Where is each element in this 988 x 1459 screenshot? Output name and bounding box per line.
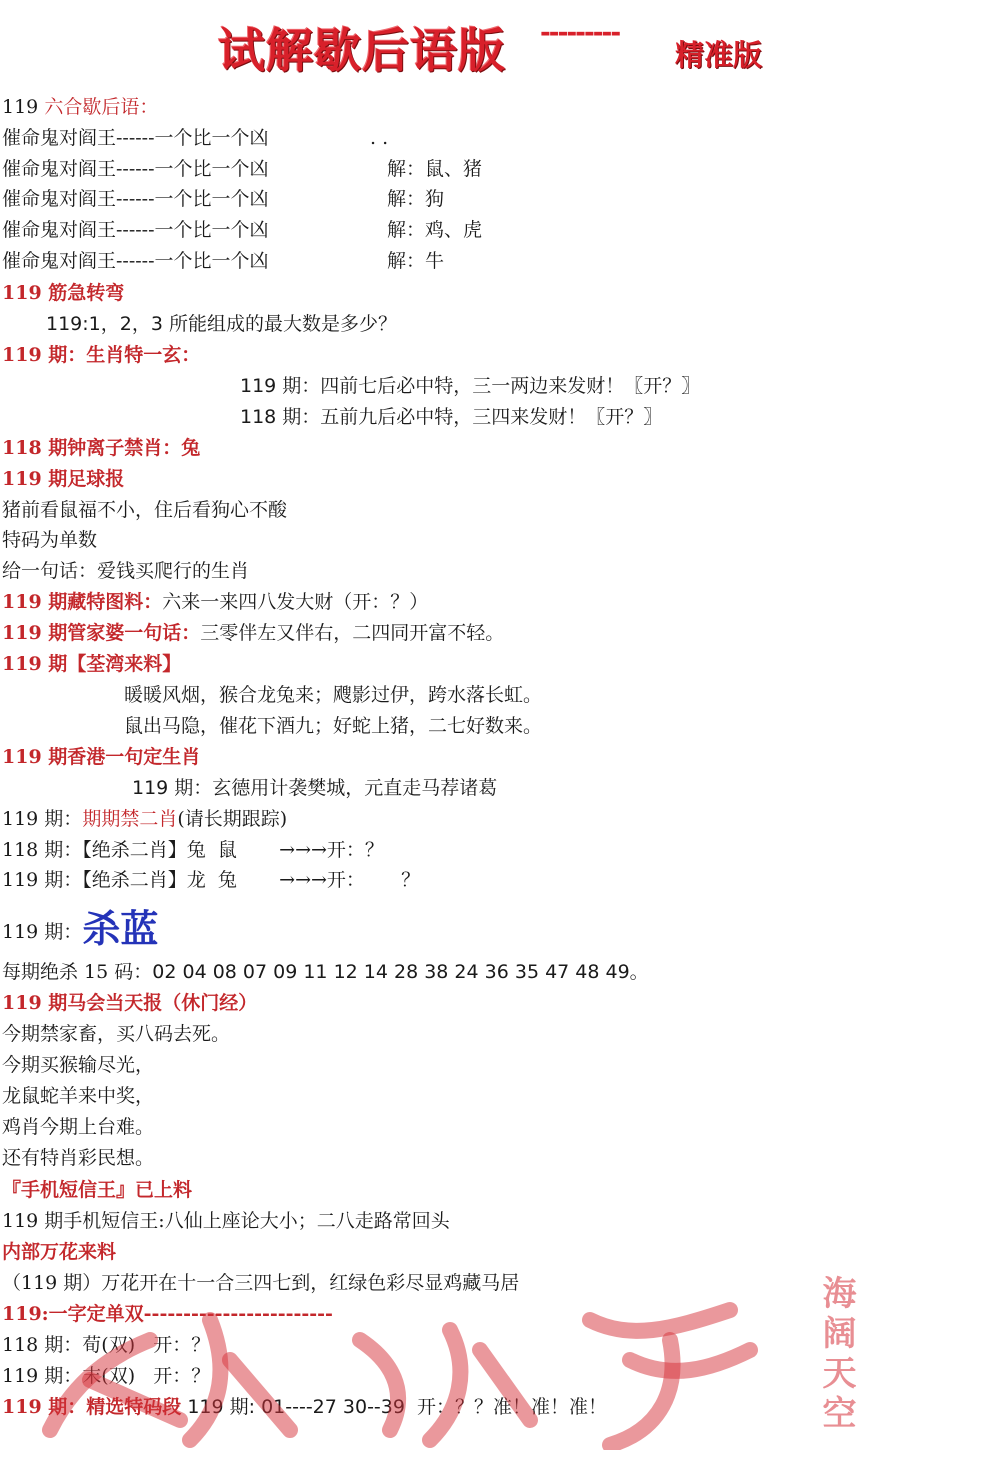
football-line: 特码为单数 (2, 529, 98, 551)
section-wanhua-heading: 内部万花来料 (2, 1241, 117, 1263)
section-zhongli-heading: 118 期钟离子禁肖：兔 (2, 437, 201, 459)
riddle-line (2, 215, 483, 245)
football-line: 给一句话：爱钱买爬行的生肖 (2, 560, 250, 582)
riddle-line (2, 184, 445, 214)
section-title: 六合歇后语： (44, 96, 159, 118)
jockey-line: 鸡肖今期上台难。 (2, 1116, 155, 1138)
page-title-block (0, 0, 988, 90)
jockey-line: 龙鼠蛇羊来中奖， (2, 1085, 155, 1107)
zodiac-line-119: 119 期：四前七后必中特，三一两边来发财！〖开？〗 (240, 375, 701, 397)
section-title: 119 期：精选特码段 (2, 1396, 182, 1418)
section-tsuenwan-heading: 119 期【荃湾来料】 (2, 653, 182, 675)
riddle-text: 催命鬼对阎王------一个比一个凶 (2, 219, 269, 241)
riddle-line (2, 246, 445, 276)
page-title: 试解歇后语版 (218, 24, 506, 79)
riddle-text: 催命鬼对阎王------一个比一个凶 (2, 158, 269, 180)
section-kill-color (2, 906, 158, 952)
kill-color-text: 杀蓝 (82, 907, 159, 951)
section-hk-heading: 119 期香港一句定生肖 (2, 746, 201, 768)
issue-prefix: 119 期： (2, 808, 83, 830)
section-jockey-heading: 119 期马会当天报（休门经） (2, 992, 258, 1014)
issue-prefix: 119 期： (2, 921, 83, 943)
watermark-side-text: 海阔天空 (816, 1275, 856, 1435)
section-hidden-pic (2, 587, 428, 617)
riddle-text: 催命鬼对阎王------一个比一个凶 (2, 188, 269, 210)
title-dash: --------- (540, 18, 620, 48)
odd-even-line-118: 118 期：荀(双) 开：？ (2, 1334, 211, 1356)
football-line: 猪前看鼠福不小，住后看狗心不酸 (2, 499, 288, 521)
ban-two-line-118: 118 期：【绝杀二肖】兔 鼠 →→→开：？ (2, 839, 384, 861)
section-note: (请长期跟踪) (177, 808, 288, 830)
riddle-line (2, 123, 389, 153)
jockey-line: 还有特肖彩民想。 (2, 1147, 155, 1169)
sms-line: 119 期手机短信王:八仙上座论大小；二八走路常回头 (2, 1210, 450, 1232)
section-text: 六来一来四八发大财（开：？） (162, 591, 429, 613)
section-title: 119 期管家婆一句话： (2, 622, 201, 644)
riddle-answer: 解：鼠、猪 (387, 158, 483, 180)
riddle-answer: 解：狗 (387, 188, 445, 210)
section-odd-even-heading: 119:一字定单双------------------------ (2, 1303, 333, 1325)
odd-even-line-119: 119 期：末(双) 开：？ (2, 1365, 211, 1387)
section-ban-two (2, 804, 287, 834)
hk-line: 119 期：玄德用计袭樊城，元直走马荐诸葛 (132, 777, 498, 799)
section-football-heading: 119 期足球报 (2, 468, 125, 490)
riddle-answer: 解：牛 (387, 250, 445, 272)
section-title: 119 期藏特图料： (2, 591, 163, 613)
jockey-line: 今期买猴输尽光， (2, 1054, 155, 1076)
riddle-answer: 解：鸡、虎 (387, 219, 483, 241)
riddle-text: 催命鬼对阎王------一个比一个凶 (2, 250, 269, 272)
code-range-text: 119 期: 01----27 30--39 开：？？准！准！准！ (187, 1396, 608, 1418)
section-housekeeper (2, 618, 504, 648)
kill-15-label: 每期绝杀 15 码： (2, 961, 153, 983)
kill-15-codes: 02 04 08 07 09 11 12 14 28 38 24 36 35 47 48 49。 (152, 961, 649, 983)
riddle-text: 催命鬼对阎王------一个比一个凶 (2, 127, 269, 149)
wanhua-line: （119 期）万花开在十一合三四七到，红绿色彩尽显鸡藏马居 (2, 1272, 520, 1294)
jockey-line: 今期禁家畜，买八码去死。 (2, 1023, 231, 1045)
riddle-line (2, 154, 483, 184)
section-code-range (2, 1392, 607, 1422)
section-zodiac-heading: 119 期：生肖特一玄： (2, 344, 201, 366)
issue-number: 119 (2, 96, 39, 118)
section-title: 期期禁二肖 (82, 808, 178, 830)
ban-two-line-119: 119 期：【绝杀二肖】龙 兔 →→→开： ？ (2, 869, 421, 891)
tsuenwan-line: 鼠出马隐，催花下酒九；好蛇上猪，二七好数来。 (124, 715, 543, 737)
section-liuhe-heading (2, 92, 158, 122)
section-sms-heading: 『手机短信王』已上料 (2, 1179, 193, 1201)
section-kill-15 (2, 957, 649, 987)
page-subtitle: 精准版 (675, 38, 763, 72)
tsuenwan-line: 暖暖风烟，猴合龙兔来；飕影过伊，跨水落长虹。 (124, 684, 543, 706)
riddle-dots: . . (370, 127, 389, 149)
section-brainteaser-heading: 119 筋急转弯 (2, 282, 125, 304)
zodiac-line-118: 118 期：五前九后必中特，三四来发财！〖开？〗 (240, 406, 663, 428)
brainteaser-question: 119:1，2，3 所能组成的最大数是多少？ (46, 313, 397, 335)
section-text: 三零伴左又伴右，二四同开富不轻。 (200, 622, 505, 644)
